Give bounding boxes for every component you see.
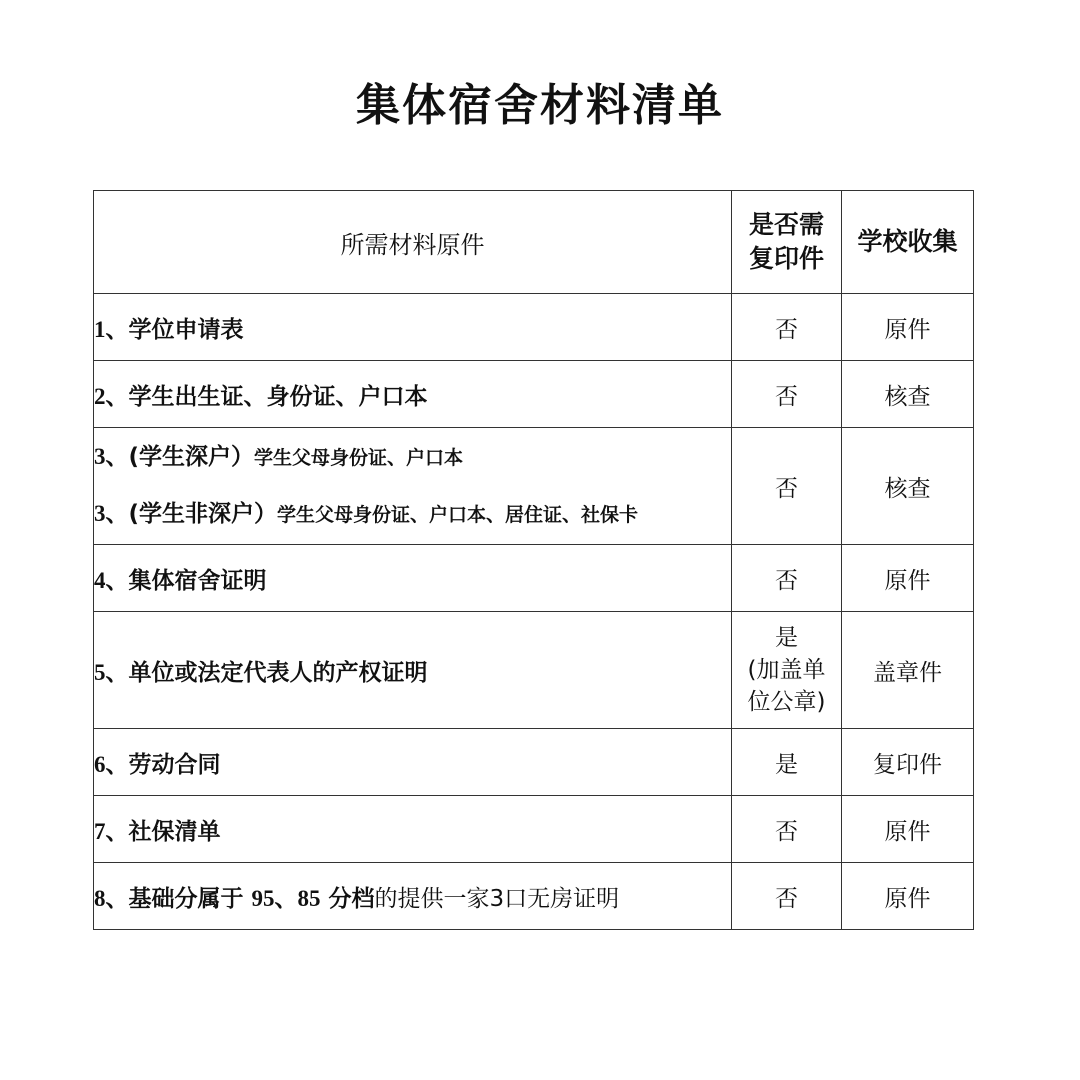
- school-collect-cell: 核查: [842, 428, 974, 545]
- item-number: 6、: [94, 751, 129, 777]
- need-copy-cell: 否: [732, 863, 842, 930]
- school-collect-cell: 原件: [842, 545, 974, 612]
- table-row: [94, 796, 974, 863]
- material-cell: [94, 294, 732, 361]
- item-number: 8、: [94, 885, 129, 911]
- header-need-copy: [732, 191, 842, 294]
- need-copy-cell: 否: [732, 796, 842, 863]
- item-line-non-shenzhen: [94, 486, 731, 543]
- need-copy-cell: 否: [732, 545, 842, 612]
- item-text: 社保清单: [128, 818, 221, 845]
- item-tag: (学生深户）: [128, 444, 255, 470]
- item-text-bold-2: 分档: [320, 885, 375, 912]
- table-row: [94, 294, 974, 361]
- table-row: [94, 545, 974, 612]
- need-copy-cell: 否: [732, 294, 842, 361]
- item-number: 7、: [94, 818, 129, 844]
- item-line-shenzhen: [94, 429, 731, 486]
- material-cell: [94, 863, 732, 930]
- item-tag: (学生非深户）: [128, 501, 278, 527]
- item-text: 学生父母身份证、户口本: [254, 447, 464, 469]
- need-copy-line2: (加盖单: [747, 657, 826, 683]
- material-cell: [94, 428, 732, 545]
- header-material: 所需材料原件: [94, 191, 732, 294]
- item-number: 2、: [94, 383, 129, 409]
- material-cell: [94, 612, 732, 729]
- page-title: 集体宿舍材料清单: [356, 80, 724, 131]
- need-copy-line3: 位公章): [747, 689, 826, 715]
- material-cell: [94, 796, 732, 863]
- school-collect-cell: 原件: [842, 294, 974, 361]
- item-number: 3、: [94, 444, 129, 469]
- item-text-bold: 基础分属于: [128, 885, 252, 912]
- item-text: 单位或法定代表人的产权证明: [128, 659, 428, 686]
- item-text: 集体宿舍证明: [128, 567, 267, 594]
- item-text: 学生父母身份证、户口本、居住证、社保卡: [277, 504, 639, 526]
- material-cell: [94, 361, 732, 428]
- school-collect-cell: 复印件: [842, 729, 974, 796]
- score-range: 95、85: [251, 885, 321, 911]
- need-copy-cell: [732, 612, 842, 729]
- item-number: 1、: [94, 316, 129, 342]
- school-collect-cell: 原件: [842, 863, 974, 930]
- item-text-normal: 的提供一家3口无房证明: [374, 885, 620, 912]
- item-text: 学位申请表: [128, 316, 244, 343]
- school-collect-cell: 原件: [842, 796, 974, 863]
- need-copy-cell: 否: [732, 361, 842, 428]
- school-collect-cell: 盖章件: [842, 612, 974, 729]
- school-collect-cell: 核查: [842, 361, 974, 428]
- table-row: [94, 361, 974, 428]
- header-need-copy-line2: 复印件: [748, 244, 824, 273]
- header-school-collect: 学校收集: [842, 191, 974, 294]
- need-copy-cell: 否: [732, 428, 842, 545]
- item-text: 劳动合同: [128, 751, 221, 778]
- table-row: [94, 729, 974, 796]
- item-number: 3、: [94, 501, 129, 526]
- material-cell: [94, 545, 732, 612]
- table-row: [94, 863, 974, 930]
- materials-table: [93, 190, 974, 930]
- table-header-row: [94, 191, 974, 294]
- need-copy-cell: 是: [732, 729, 842, 796]
- item-number: 5、: [94, 659, 129, 685]
- need-copy-line1: 是: [775, 625, 798, 651]
- table-row: [94, 428, 974, 545]
- table-row: [94, 612, 974, 729]
- item-number: 4、: [94, 567, 129, 593]
- material-cell: [94, 729, 732, 796]
- header-need-copy-line1: 是否需: [748, 210, 824, 239]
- item-text: 学生出生证、身份证、户口本: [128, 383, 428, 410]
